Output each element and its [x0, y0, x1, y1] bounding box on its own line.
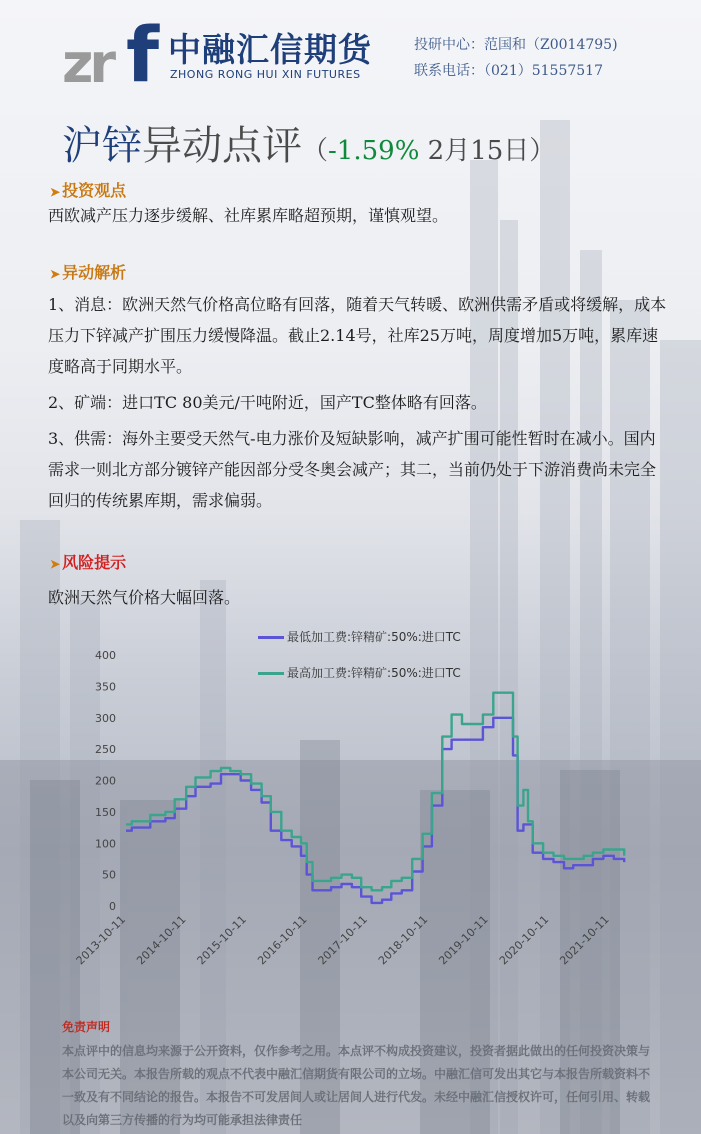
y-tick-label: 300	[95, 711, 116, 725]
page-title	[62, 114, 555, 171]
title-kind: 异动点评	[142, 123, 302, 169]
analysis-paragraph-3: 3、供需：海外主要受天然气-电力涨价及短缺影响，减产扩围可能性暂时在减小。国内需求一则北方部分镀锌产能因部分受冬奥会减产；其二，当前仍处于下游消费尚未完全回归的传统累库期，需求偏弱。	[48, 429, 657, 510]
x-tick-label: 2017-10-11	[315, 912, 370, 968]
section-heading-risk-label: 风险提示	[62, 553, 127, 572]
view-text: 西欧减产压力逐步缓解、社库累库略超预期，谨慎观望。	[48, 206, 449, 225]
y-tick-label: 200	[95, 774, 116, 788]
section-heading-risk	[50, 550, 126, 573]
y-tick-label: 150	[95, 805, 116, 819]
contact-info	[414, 32, 618, 84]
contact-analyst: 投研中心：范国和（Z0014795)	[414, 37, 618, 53]
logo-chinese-name: 中融汇信期货	[168, 30, 372, 69]
title-product: 沪锌	[62, 123, 142, 169]
x-tick-label: 2019-10-11	[436, 912, 491, 968]
series-line-high	[126, 693, 624, 891]
legend-label-low: 最低加工费:锌精矿:50%:进口TC	[287, 630, 461, 644]
risk-text: 欧洲天然气价格大幅回落。	[48, 588, 241, 607]
series-line-low	[126, 718, 624, 903]
x-tick-label: 2013-10-11	[73, 912, 129, 968]
tc-chart	[60, 620, 660, 1000]
title-date: 2月15日）	[419, 136, 556, 166]
x-tick-label: 2014-10-11	[134, 912, 189, 968]
disclaimer-text: 本点评中的信息均来源于公开资料，仅作参考之用。本点评不构成投资建议，投资者据此做出的任何投资决策与本公司无关。本报告所载的观点不代表中融汇信期货有限公司的立场。中融汇信可发出其它与本报告所载资料不一致及有不同结论的报告。本报告不可发居间人或让居间人进行代发。未经中融汇信授权许可，任何引用、转载以及向第三方传播的行为均可能承担法律责任	[62, 1044, 651, 1127]
triangle-arrow-icon: ➤	[50, 185, 61, 199]
company-logo	[62, 10, 392, 99]
section-heading-analysis-label: 异动解析	[62, 263, 127, 282]
legend-swatch-high	[258, 672, 284, 675]
x-tick-label: 2021-10-11	[557, 912, 612, 968]
legend-swatch-low	[258, 636, 284, 639]
y-tick-label: 250	[95, 743, 116, 757]
triangle-arrow-icon: ➤	[50, 557, 61, 571]
x-tick-label: 2018-10-11	[375, 912, 431, 968]
y-tick-label: 0	[109, 900, 116, 913]
logo-mark-f: f	[126, 10, 160, 99]
analysis-paragraph-1: 1、消息：欧洲天然气价格高位略有回落，随着天气转暖、欧洲供需矛盾或将缓解，成本压力下锌减产扩围压力缓慢降温。截止2.14号，社库25万吨，周度增加5万吨，累库速度略高于同期水平。	[48, 295, 667, 376]
title-open-paren: （	[302, 136, 329, 166]
x-tick-label: 2016-10-11	[255, 912, 310, 968]
legend-item-low	[258, 628, 461, 645]
x-tick-label: 2015-10-11	[194, 912, 249, 968]
y-tick-label: 50	[102, 868, 116, 882]
disclaimer-heading: 免责声明	[62, 1020, 111, 1034]
section-heading-view	[50, 178, 126, 201]
analysis-paragraph-2: 2、矿端：进口TC 80美元/干吨附近，国产TC整体略有回落。	[48, 393, 487, 412]
triangle-arrow-icon: ➤	[50, 267, 61, 281]
section-heading-analysis	[50, 260, 126, 283]
legend-label-high: 最高加工费:锌精矿:50%:进口TC	[287, 666, 461, 680]
x-tick-label: 2020-10-11	[496, 912, 552, 968]
section-heading-view-label: 投资观点	[62, 181, 127, 200]
logo-mark-zr: zr	[62, 32, 113, 95]
contact-phone: 联系电话：（021）51557517	[414, 63, 603, 79]
y-tick-label: 400	[95, 649, 116, 662]
y-tick-label: 100	[95, 837, 116, 851]
logo-english-name: ZHONG RONG HUI XIN FUTURES	[170, 68, 361, 81]
title-change: -1.59%	[328, 136, 420, 166]
legend-item-high	[258, 664, 461, 681]
y-tick-label: 350	[95, 680, 116, 694]
